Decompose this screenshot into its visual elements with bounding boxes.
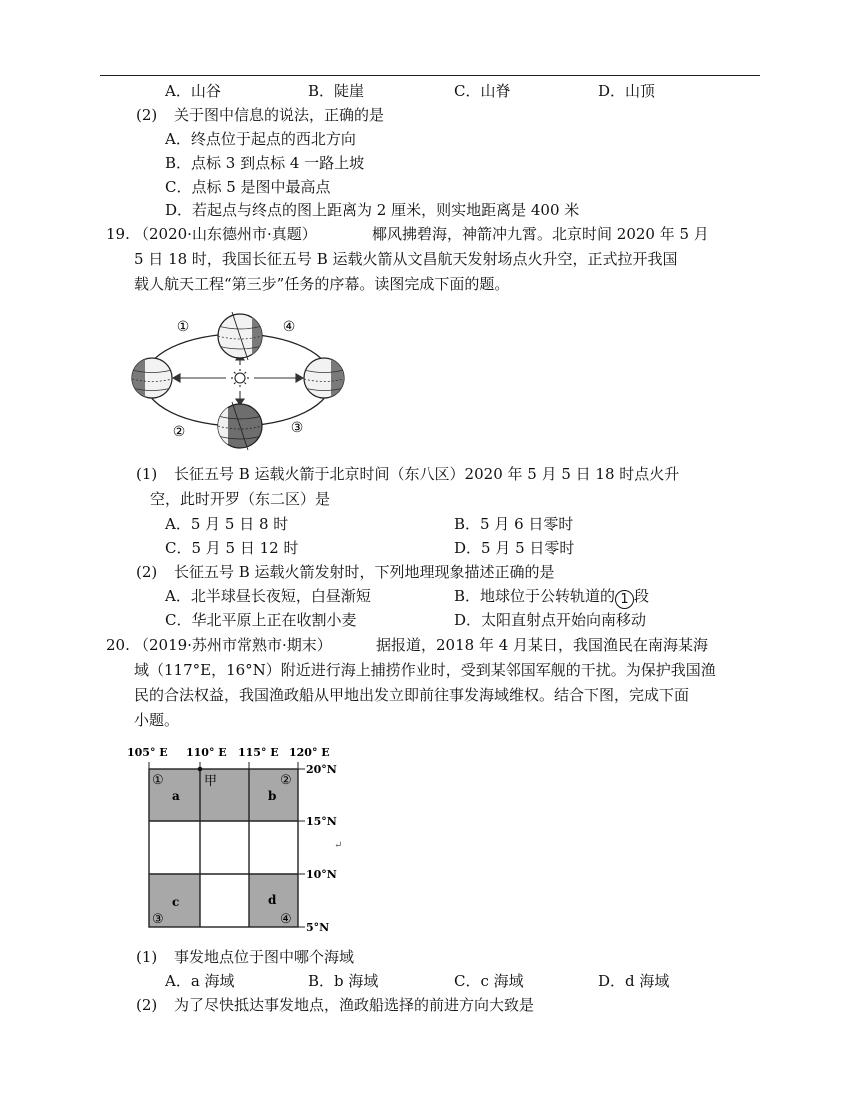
q18-sub2-option-d: D．若起点与终点的图上距离为 2 厘米，则实地距离是 400 米 xyxy=(165,201,580,219)
svg-text:115° E: 115° E xyxy=(238,746,279,759)
point-jia-marker xyxy=(198,767,203,772)
q20-text-line-3: 民的合法权益，我国渔政船从甲地出发立即前往事发海域维权。结合下图，完成下面 xyxy=(134,686,690,704)
q20-sub1-stem: 事发地点位于图中哪个海域 xyxy=(174,948,355,966)
q18-sub2-option-a: A．终点位于起点的西北方向 xyxy=(165,130,356,148)
circled-number-1: 1 xyxy=(615,590,634,609)
q19-sub2-option-a: A．北半球昼长夜短，白昼渐短 xyxy=(165,587,371,605)
svg-text:110° E: 110° E xyxy=(186,746,227,759)
q18-sub1-option-b: B．陡崖 xyxy=(308,82,365,100)
q19-sub1-option-c: C．5 月 5 日 12 时 xyxy=(165,539,299,557)
q19-sub1-option-d: D．5 月 5 日零时 xyxy=(454,539,575,557)
sea-area-grid-map xyxy=(127,740,343,935)
q20-sub2-number: (2) xyxy=(136,996,158,1014)
label-jia: 甲 xyxy=(204,774,218,789)
orbit-label-3: ③ xyxy=(290,420,304,436)
q19-text-line-1: 椰风拂碧海，神箭冲九霄。北京时间 2020 年 5 月 xyxy=(372,225,709,243)
orbit-label-4: ④ xyxy=(282,319,296,335)
q19-sub2-option-d: D．太阳直射点开始向南移动 xyxy=(454,611,647,629)
svg-text:d: d xyxy=(268,893,277,907)
q19-sub1-stem-line-1: 长征五号 B 运载火箭于北京时间（东八区）2020 年 5 月 5 日 18 时点火升 xyxy=(174,465,680,483)
header-rule xyxy=(100,75,760,76)
q19-sub1-option-a: A．5 月 5 日 8 时 xyxy=(165,515,289,533)
q19-sub1-option-b: B．5 月 6 日零时 xyxy=(454,515,574,533)
globe-left xyxy=(132,358,172,398)
svg-text:a: a xyxy=(172,789,180,803)
orbit-label-2: ② xyxy=(172,424,186,440)
svg-text:b: b xyxy=(268,789,277,803)
stray-return-mark: ↵ xyxy=(334,840,343,851)
q18-sub2-option-c: C．点标 5 是图中最高点 xyxy=(165,178,331,196)
svg-text:③: ③ xyxy=(152,912,164,927)
q19-sub2-stem: 长征五号 B 运载火箭发射时，下列地理现象描述正确的是 xyxy=(174,563,555,581)
q20-text-line-2: 域（117°E，16°N）附近进行海上捕捞作业时，受到某邻国军舰的干扰。为保护我国渔 xyxy=(134,661,716,679)
svg-text:120° E: 120° E xyxy=(289,746,330,759)
svg-text:5°N: 5°N xyxy=(306,921,330,934)
svg-text:20°N: 20°N xyxy=(306,763,337,776)
globe-bottom xyxy=(218,402,262,450)
q19-text-line-2: 5 日 18 时，我国长征五号 B 运载火箭从文昌航天发射场点火升空，正式拉开我国 xyxy=(134,250,678,268)
orbit-arrows xyxy=(173,354,303,405)
q19-number: 19. xyxy=(106,225,130,243)
q19-sub2-option-b: B．地球位于公转轨道的 1 段 xyxy=(454,587,650,607)
lat-labels xyxy=(306,763,337,934)
earth-orbit-figure xyxy=(128,308,360,452)
globe-top xyxy=(218,312,266,360)
q20-number: 20. xyxy=(106,636,130,654)
q19-source: （2020·山东德州市·真题） xyxy=(134,225,317,243)
q20-text-line-4: 小题。 xyxy=(134,711,180,729)
q19-sub2-option-c: C．华北平原上正在收割小麦 xyxy=(165,611,357,629)
q18-sub2-option-b: B．点标 3 到点标 4 一路上坡 xyxy=(165,154,365,172)
q20-sub1-number: (1) xyxy=(136,948,158,966)
svg-text:10°N: 10°N xyxy=(306,868,337,881)
lon-labels xyxy=(127,746,330,759)
q18-sub1-option-a: A．山谷 xyxy=(165,82,221,100)
svg-text:②: ② xyxy=(280,773,292,788)
q20-sub1-option-a: A．a 海域 xyxy=(165,972,235,990)
q18-sub1-option-d: D．山顶 xyxy=(598,82,656,100)
svg-text:105° E: 105° E xyxy=(127,746,168,759)
q19-sub1-number: (1) xyxy=(136,465,158,483)
orbit-label-1: ① xyxy=(176,319,190,335)
sun-icon xyxy=(231,369,249,387)
q20-sub1-option-d: D．d 海域 xyxy=(598,972,670,990)
svg-text:15°N: 15°N xyxy=(306,815,337,828)
q19-sub1-stem-line-2: 空，此时开罗（东二区）是 xyxy=(150,490,331,508)
q20-source: （2019·苏州市常熟市·期末） xyxy=(134,636,332,654)
q18-sub1-option-c: C．山脊 xyxy=(454,82,511,100)
q18-sub2-stem: 关于图中信息的说法，正确的是 xyxy=(174,106,385,124)
globe-right xyxy=(304,358,344,398)
svg-text:c: c xyxy=(172,895,180,909)
svg-text:①: ① xyxy=(152,773,164,788)
q20-text-line-1: 据报道，2018 年 4 月某日，我国渔民在南海某海 xyxy=(376,636,709,654)
q20-sub2-stem: 为了尽快抵达事发地点，渔政船选择的前进方向大致是 xyxy=(174,996,535,1014)
q18-sub2-number: (2) xyxy=(136,106,158,124)
q20-sub1-option-c: C．c 海域 xyxy=(454,972,524,990)
q19-sub2-number: (2) xyxy=(136,563,158,581)
q19-text-line-3: 载人航天工程“第三步”任务的序幕。读图完成下面的题。 xyxy=(134,275,510,293)
svg-text:④: ④ xyxy=(280,912,292,927)
q20-sub1-option-b: B．b 海域 xyxy=(308,972,379,990)
